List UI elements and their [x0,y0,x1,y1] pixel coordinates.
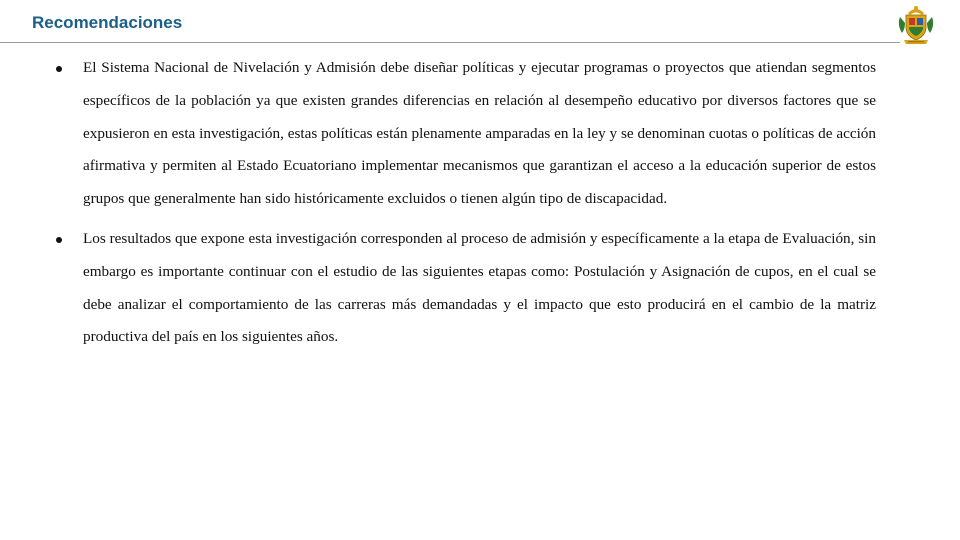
recommendations-list [56,52,876,354]
list-item-text: Los resultados que expone esta investigación corresponden al proceso de admisión y específicamente a la etapa de Evaluación, sin embargo es importante continuar con el estudio de las siguientes etapas como: Postulación y Asignación de cupos, en el cual se debe analizar el comportamiento de las carreras más demandadas y el impacto que esto producirá en el cambio de la matriz productiva del país en los siguientes años. [83,229,876,346]
university-crest-icon [896,3,936,47]
list-item [56,52,876,216]
page-title: Recomendaciones [32,13,183,32]
bullet-icon [56,237,62,243]
header-divider [0,42,900,43]
list-item-text: El Sistema Nacional de Nivelación y Admisión debe diseñar políticas y ejecutar programas o proyectos que atiendan segmentos específicos de la población ya que existen grandes diferencias en relación al desempeño educativo por diversos factores que se expusieron en esta investigación, estas políticas están plenamente amparadas en la ley y se denominan cuotas o políticas de acción afirmativa y permiten al Estado Ecuatoriano implementar mecanismos que garantizan el acceso a la educación superior de estos grupos que generalmente han sido históricamente excluidos o tienen algún tipo de discapacidad. [83,59,876,208]
list-item [56,223,876,354]
bullet-icon [56,66,62,72]
